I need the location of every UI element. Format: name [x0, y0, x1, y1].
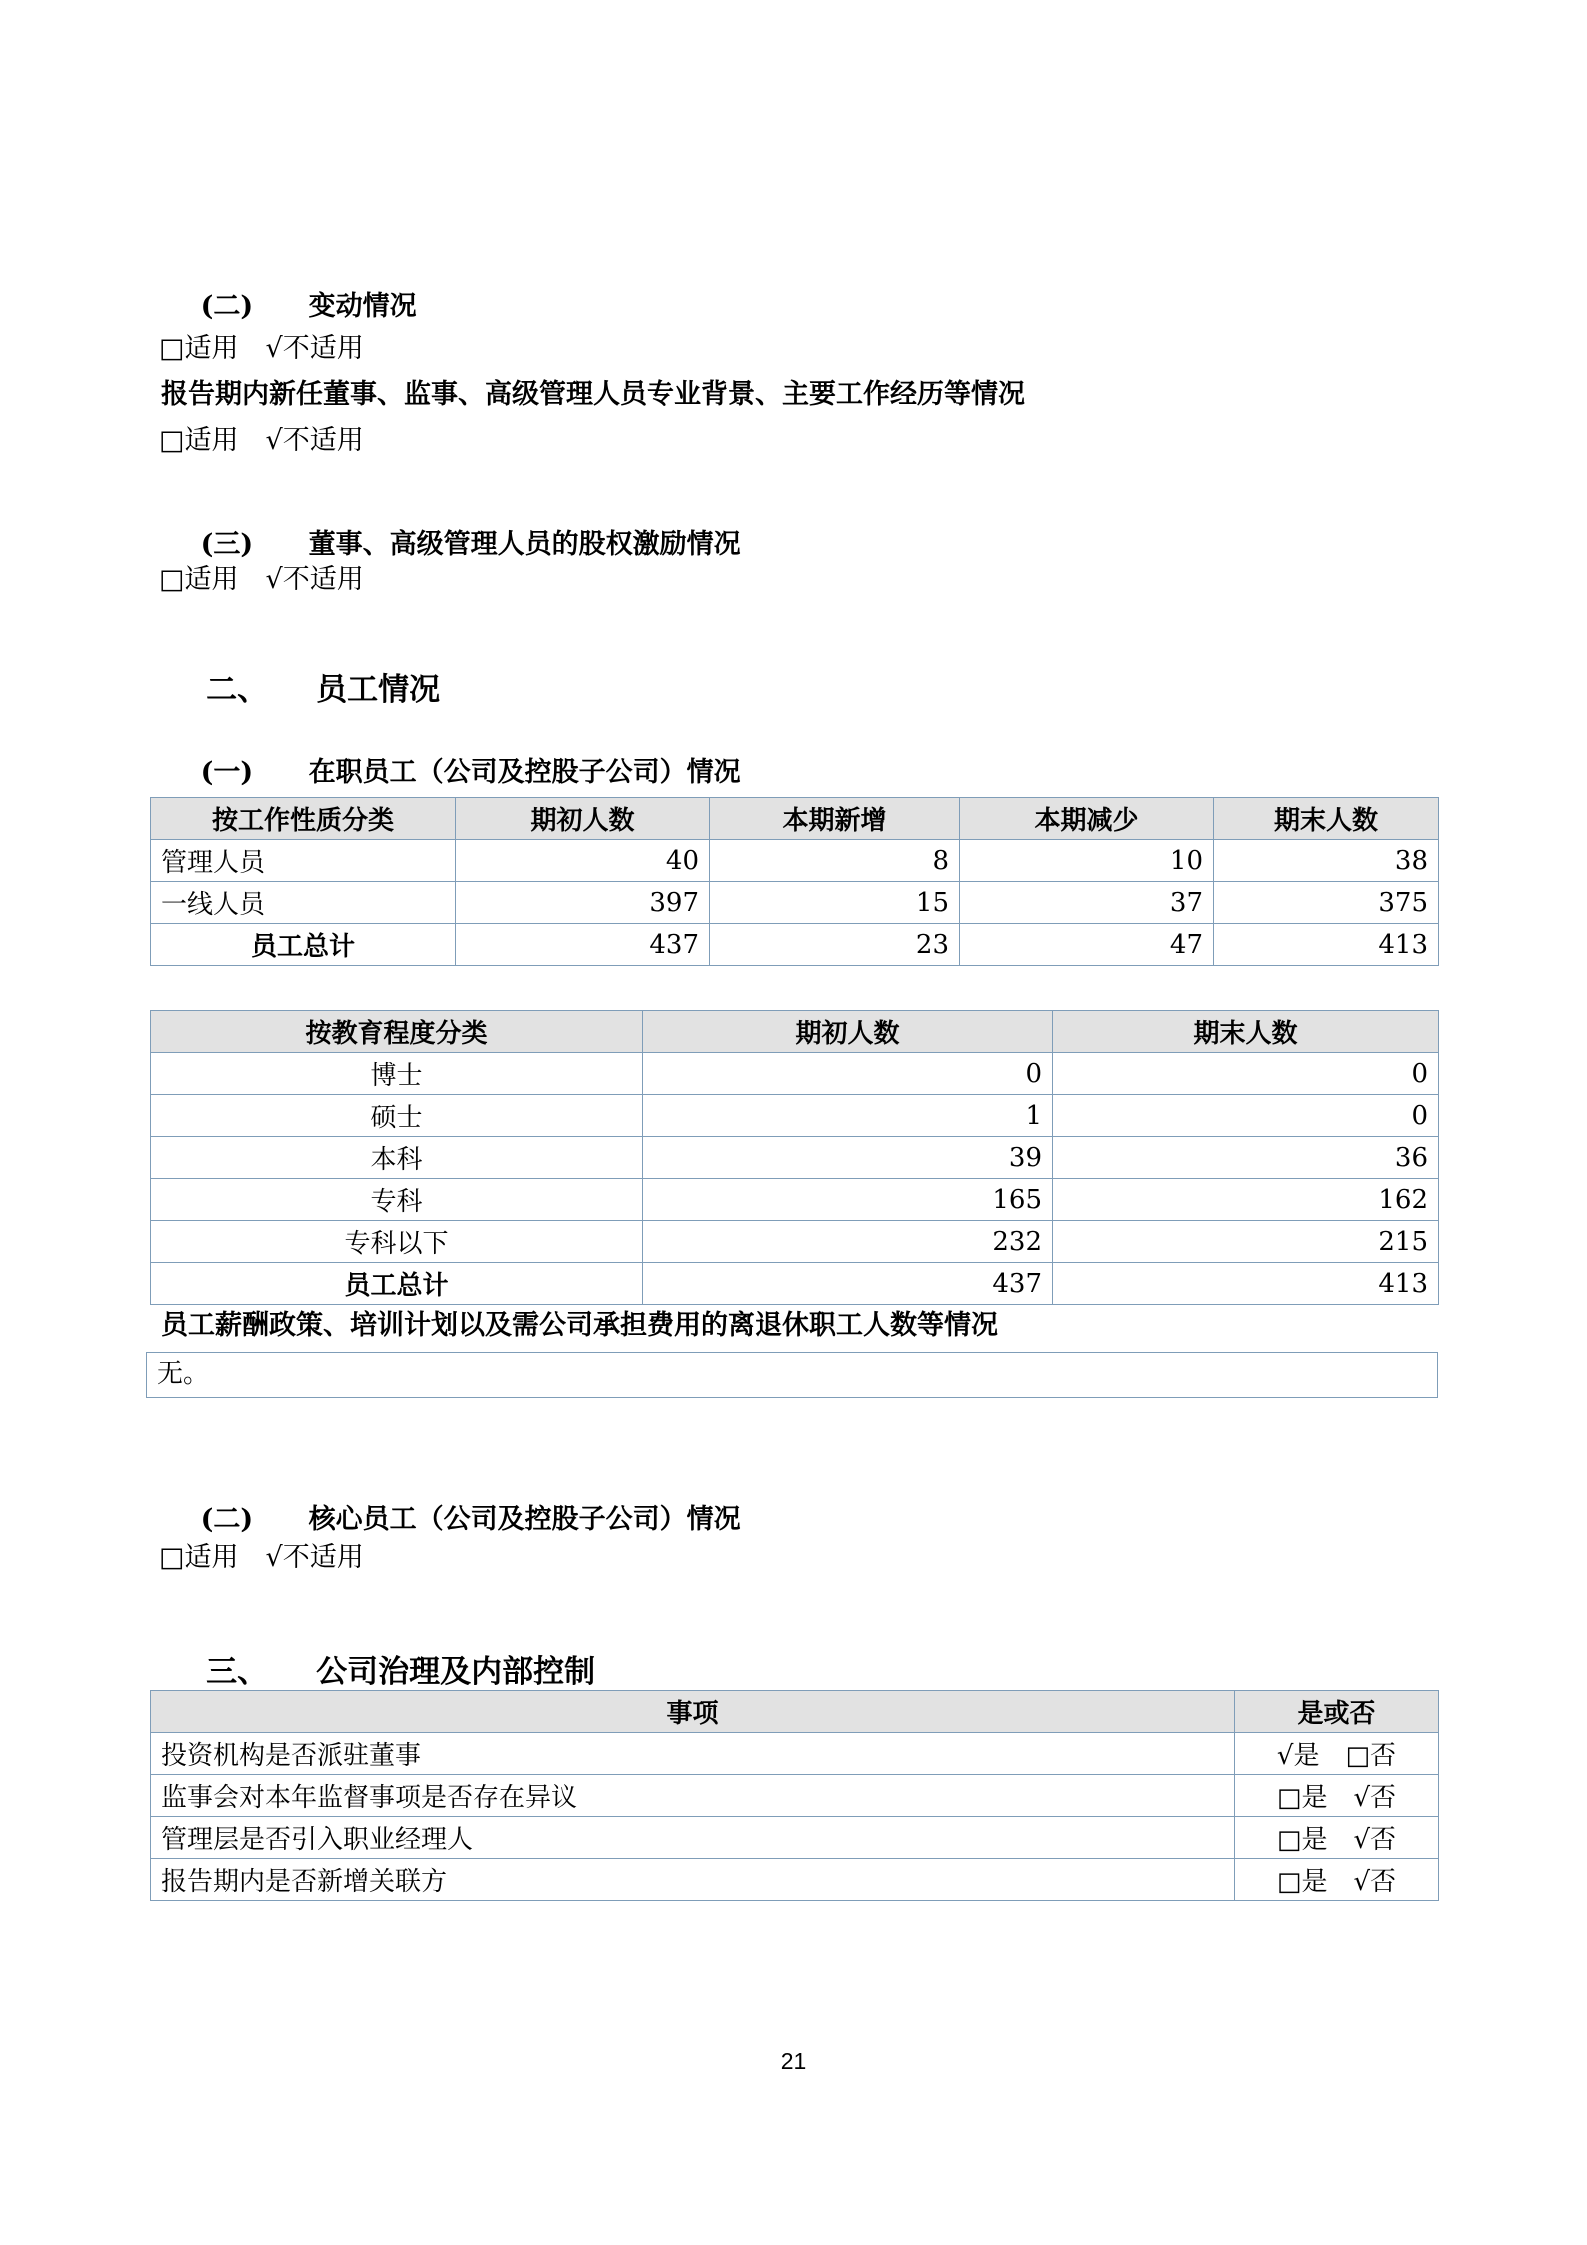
- salary-policy-content-box: [146, 1352, 1438, 1398]
- cell-value: 47: [960, 924, 1214, 966]
- table-row: [151, 1137, 1439, 1179]
- table-header-row: [151, 1011, 1439, 1053]
- column-header: 期初人数: [456, 798, 710, 840]
- row-label: 管理人员: [151, 840, 456, 882]
- section-number: (二): [200, 1504, 254, 1535]
- table-row: [151, 882, 1439, 924]
- column-header: 本期新增: [710, 798, 960, 840]
- row-label: 报告期内是否新增关联方: [151, 1859, 1235, 1901]
- salary-policy-note: 员工薪酬政策、培训计划以及需公司承担费用的离退休职工人数等情况: [161, 1310, 998, 1341]
- table-header-row: [151, 1691, 1439, 1733]
- table-total-row: [151, 924, 1439, 966]
- table-row: [151, 1179, 1439, 1221]
- section-title: 在职员工（公司及控股子公司）情况: [308, 757, 741, 788]
- cell-value: 215: [1053, 1221, 1439, 1263]
- cell-value: 8: [710, 840, 960, 882]
- cell-value: 413: [1214, 924, 1439, 966]
- column-header: 期末人数: [1214, 798, 1439, 840]
- row-label: 管理层是否引入职业经理人: [151, 1817, 1235, 1859]
- row-label: 专科: [151, 1179, 643, 1221]
- employees-by-job-table: [150, 797, 1439, 966]
- section-title: 员工情况: [316, 672, 441, 708]
- row-label: 专科以下: [151, 1221, 643, 1263]
- employees-by-education-table: [150, 1010, 1439, 1305]
- section-title: 变动情况: [308, 291, 417, 322]
- row-label: 一线人员: [151, 882, 456, 924]
- cell-value: 36: [1053, 1137, 1439, 1179]
- table-row: [151, 840, 1439, 882]
- cell-value: 0: [643, 1053, 1053, 1095]
- column-header: 按教育程度分类: [151, 1011, 643, 1053]
- row-label: 员工总计: [151, 1263, 643, 1305]
- cell-value: 165: [643, 1179, 1053, 1221]
- row-label: 监事会对本年监督事项是否存在异议: [151, 1775, 1235, 1817]
- table-row: [151, 1221, 1439, 1263]
- yes-no-cell: √是 □否: [1235, 1733, 1439, 1775]
- column-header: 期末人数: [1053, 1011, 1439, 1053]
- governance-table-wrap: [150, 1690, 1439, 1901]
- employees-by-job-table-wrap: [150, 797, 1439, 966]
- table-row: [151, 1775, 1439, 1817]
- column-header: 期初人数: [643, 1011, 1053, 1053]
- row-label: 硕士: [151, 1095, 643, 1137]
- column-header: 是或否: [1235, 1691, 1439, 1733]
- section-title: 董事、高级管理人员的股权激励情况: [308, 529, 741, 560]
- yes-no-cell: □是 √否: [1235, 1817, 1439, 1859]
- governance-table: [150, 1690, 1439, 1901]
- section-number: 三、: [206, 1654, 269, 1690]
- section-number: 二、: [206, 672, 269, 708]
- cell-value: 37: [960, 882, 1214, 924]
- salary-policy-content: 无。: [157, 1359, 210, 1389]
- section-number: (三): [200, 529, 254, 560]
- table-row: [151, 1053, 1439, 1095]
- cell-value: 10: [960, 840, 1214, 882]
- cell-value: 38: [1214, 840, 1439, 882]
- cell-value: 1: [643, 1095, 1053, 1137]
- section-title: 核心员工（公司及控股子公司）情况: [308, 1504, 741, 1535]
- cell-value: 437: [456, 924, 710, 966]
- column-header: 事项: [151, 1691, 1235, 1733]
- row-label: 本科: [151, 1137, 643, 1179]
- applicability-line-3: □适用 √不适用: [159, 564, 364, 595]
- applicability-line-4: □适用 √不适用: [159, 1542, 364, 1573]
- row-label: 博士: [151, 1053, 643, 1095]
- cell-value: 162: [1053, 1179, 1439, 1221]
- table-row: [151, 1817, 1439, 1859]
- yes-no-cell: □是 √否: [1235, 1775, 1439, 1817]
- table-total-row: [151, 1263, 1439, 1305]
- cell-value: 23: [710, 924, 960, 966]
- cell-value: 397: [456, 882, 710, 924]
- column-header: 本期减少: [960, 798, 1214, 840]
- cell-value: 232: [643, 1221, 1053, 1263]
- new-officers-note: 报告期内新任董事、监事、高级管理人员专业背景、主要工作经历等情况: [161, 379, 1025, 410]
- row-label: 员工总计: [151, 924, 456, 966]
- cell-value: 375: [1214, 882, 1439, 924]
- employees-by-education-table-wrap: [150, 1010, 1439, 1305]
- section-number: (二): [200, 291, 254, 322]
- cell-value: 15: [710, 882, 960, 924]
- page-number: 21: [780, 2048, 807, 2074]
- cell-value: 39: [643, 1137, 1053, 1179]
- section-number: (一): [200, 757, 254, 788]
- table-row: [151, 1859, 1439, 1901]
- cell-value: 413: [1053, 1263, 1439, 1305]
- cell-value: 0: [1053, 1053, 1439, 1095]
- cell-value: 0: [1053, 1095, 1439, 1137]
- applicability-line-1: □适用 √不适用: [159, 333, 364, 364]
- column-header: 按工作性质分类: [151, 798, 456, 840]
- table-row: [151, 1095, 1439, 1137]
- yes-no-cell: □是 √否: [1235, 1859, 1439, 1901]
- row-label: 投资机构是否派驻董事: [151, 1733, 1235, 1775]
- applicability-line-2: □适用 √不适用: [159, 425, 364, 456]
- section-title: 公司治理及内部控制: [316, 1654, 596, 1690]
- cell-value: 437: [643, 1263, 1053, 1305]
- table-row: [151, 1733, 1439, 1775]
- cell-value: 40: [456, 840, 710, 882]
- table-header-row: [151, 798, 1439, 840]
